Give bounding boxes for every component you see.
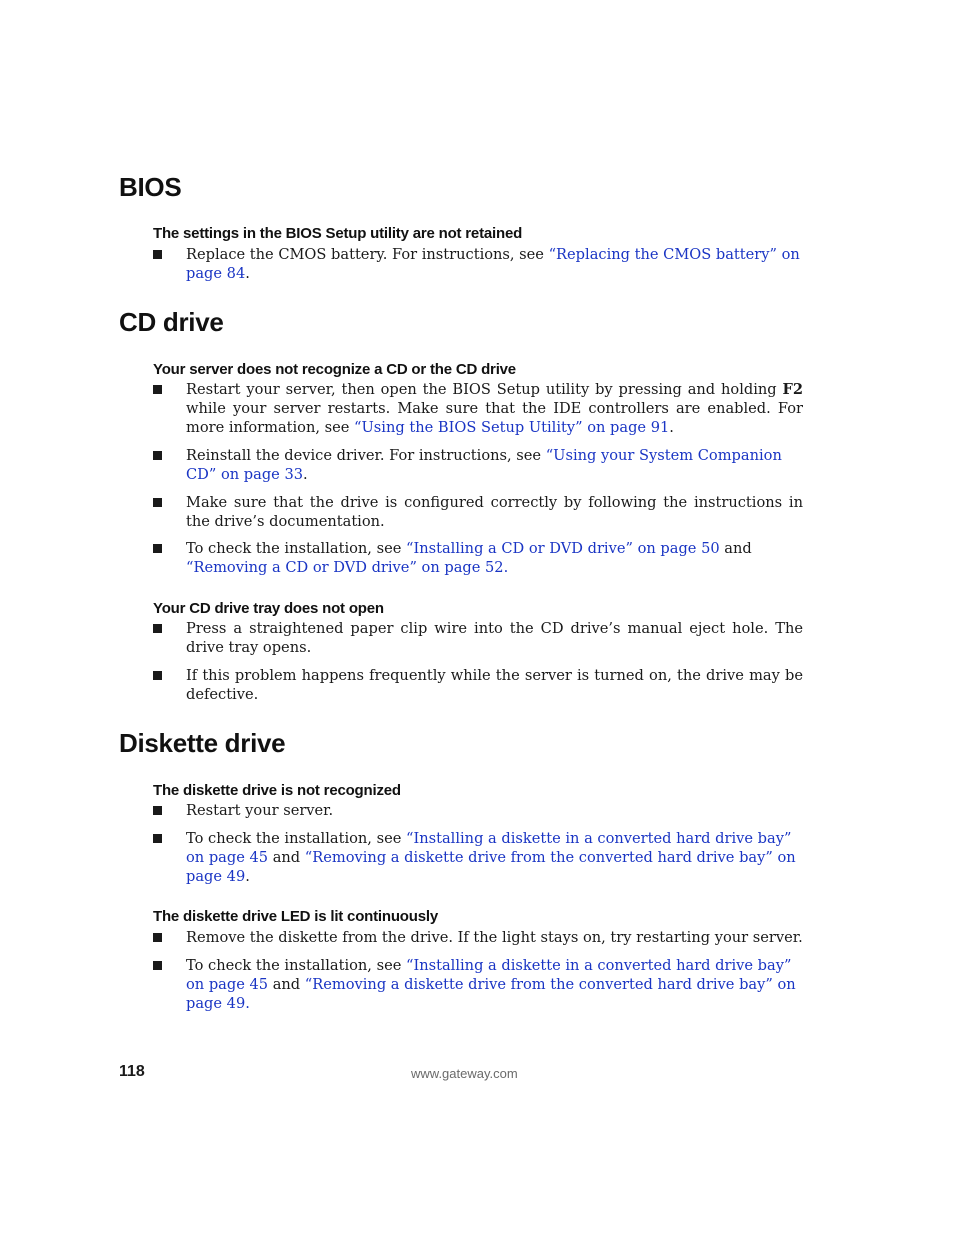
item-text: . bbox=[245, 265, 250, 282]
bullet-icon bbox=[153, 385, 162, 394]
key-f2: F2 bbox=[782, 381, 803, 398]
list-item bbox=[153, 446, 803, 484]
item-text: . bbox=[245, 868, 250, 885]
subheading-cd-tray-does-not-open: Your CD drive tray does not open bbox=[153, 600, 384, 617]
list-item bbox=[153, 380, 803, 437]
link-replacing-cmos-battery[interactable]: “Replacing the CMOS battery” on page 84 bbox=[186, 246, 800, 282]
list-item bbox=[153, 539, 803, 577]
subheading-diskette-led-lit: The diskette drive LED is lit continuously bbox=[153, 908, 438, 925]
item-text: Reinstall the device driver. For instructions, see bbox=[186, 447, 546, 464]
section-title-cd-drive: CD drive bbox=[119, 307, 224, 337]
subheading-bios-settings-not-retained: The settings in the BIOS Setup utility are not retained bbox=[153, 225, 523, 242]
subheading-diskette-not-recognized: The diskette drive is not recognized bbox=[153, 782, 401, 799]
item-text: If this problem happens frequently while the server is turned on, the drive may be defective. bbox=[186, 667, 803, 703]
item-text: and bbox=[268, 976, 305, 993]
page-number: 118 bbox=[119, 1063, 145, 1080]
item-text: . bbox=[303, 466, 308, 483]
item-text: Restart your server, then open the BIOS Setup utility by pressing and holding bbox=[186, 381, 783, 398]
item-text: To check the installation, see bbox=[186, 957, 406, 974]
item-text: Replace the CMOS battery. For instructions, see bbox=[186, 246, 549, 263]
link-installing-diskette[interactable]: “Installing a diskette in a converted hard drive bay” on page 45 bbox=[186, 957, 792, 993]
item-text: while your server restarts. Make sure that the IDE controllers are enabled. For more information, see bbox=[186, 400, 803, 436]
link-removing-cd-dvd-drive[interactable]: “Removing a CD or DVD drive” on page 52. bbox=[186, 559, 509, 576]
item-text: Restart your server. bbox=[186, 802, 334, 819]
item-text: To check the installation, see bbox=[186, 830, 406, 847]
bullet-icon bbox=[153, 250, 162, 259]
section-title-bios: BIOS bbox=[119, 172, 182, 202]
bullet-icon bbox=[153, 498, 162, 507]
link-removing-diskette-drive[interactable]: “Removing a diskette drive from the converted hard drive bay” on page 49 bbox=[186, 849, 796, 885]
section-title-diskette-drive: Diskette drive bbox=[119, 728, 286, 758]
list-item bbox=[153, 956, 803, 1013]
list-item bbox=[153, 801, 803, 820]
list-item bbox=[153, 493, 803, 531]
item-text: Make sure that the drive is configured correctly by following the instructions in the drive’s documentation. bbox=[186, 494, 803, 530]
bullet-icon bbox=[153, 451, 162, 460]
list-item bbox=[153, 928, 803, 947]
bullet-icon bbox=[153, 671, 162, 680]
bullet-icon bbox=[153, 544, 162, 553]
link-removing-diskette-drive[interactable]: “Removing a diskette drive from the converted hard drive bay” on page 49. bbox=[186, 976, 796, 1012]
item-text: and bbox=[268, 849, 305, 866]
bullet-icon bbox=[153, 806, 162, 815]
item-text: Remove the diskette from the drive. If the light stays on, try restarting your server. bbox=[186, 929, 803, 946]
footer-url[interactable]: www.gateway.com bbox=[411, 1066, 518, 1081]
subheading-cd-not-recognized: Your server does not recognize a CD or the CD drive bbox=[153, 361, 516, 378]
item-text: Press a straightened paper clip wire into the CD drive’s manual eject hole. The drive tray opens. bbox=[186, 620, 803, 656]
list-item bbox=[153, 245, 803, 283]
list-item bbox=[153, 829, 803, 886]
list-item bbox=[153, 619, 803, 657]
item-text: To check the installation, see bbox=[186, 540, 406, 557]
bullet-icon bbox=[153, 834, 162, 843]
item-text: . bbox=[669, 419, 674, 436]
list-item bbox=[153, 666, 803, 704]
bullet-icon bbox=[153, 624, 162, 633]
bullet-icon bbox=[153, 961, 162, 970]
link-installing-cd-dvd-drive[interactable]: “Installing a CD or DVD drive” on page 50 bbox=[405, 540, 720, 557]
link-installing-diskette[interactable]: “Installing a diskette in a converted hard drive bay” on page 45 bbox=[186, 830, 792, 866]
bullet-icon bbox=[153, 933, 162, 942]
link-system-companion-cd[interactable]: “Using your System Companion CD” on page 33 bbox=[186, 447, 782, 483]
item-text: and bbox=[719, 540, 752, 557]
link-using-bios-setup-utility[interactable]: “Using the BIOS Setup Utility” on page 91 bbox=[354, 419, 670, 436]
